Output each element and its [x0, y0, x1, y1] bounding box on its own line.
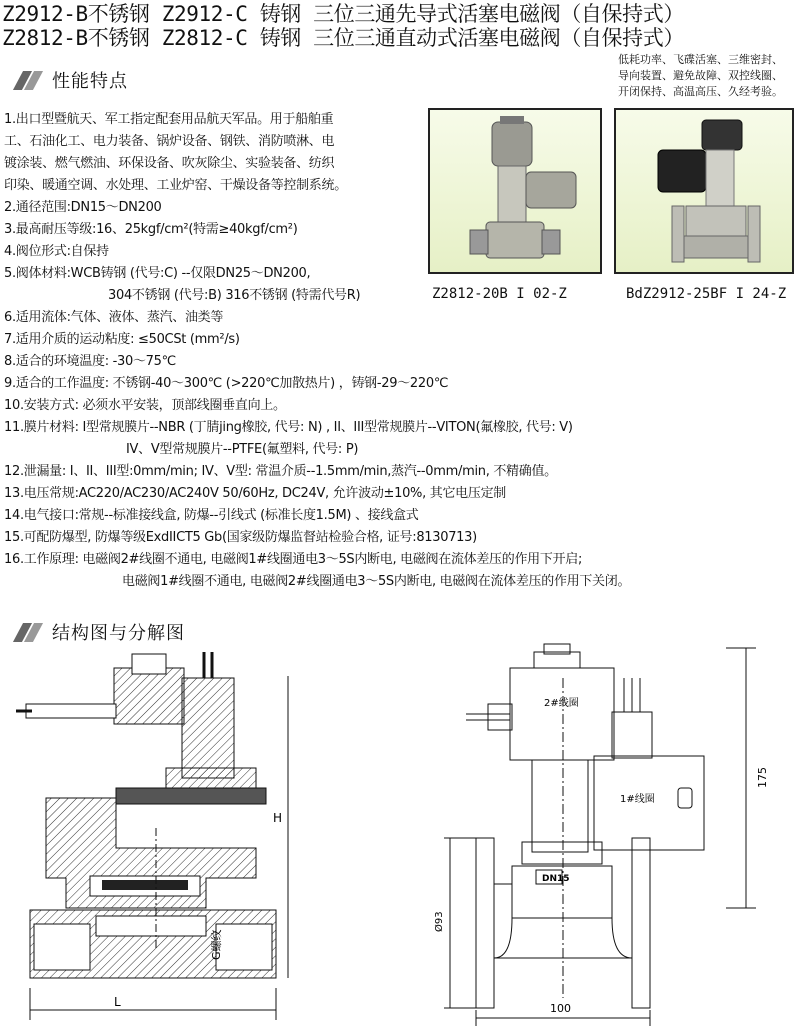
spec-line: 电磁阀1#线圈不通电, 电磁阀2#线圈通电3～5S内断电, 电磁阀在流体差压的作用下关闭。	[122, 574, 631, 589]
section-stripes-icon	[14, 69, 40, 91]
spec-line: 16.工作原理: 电磁阀2#线圈不通电, 电磁阀1#线圈通电3～5S内断电, 电磁阀在流体差压的作用下开启;	[4, 552, 583, 567]
spec-line: 11.膜片材料: I型常规膜片--NBR (丁腈jing橡胶, 代号: N) , II、III型常规膜片--VITON(氟橡胶, 代号: V)	[4, 420, 573, 435]
spec-line: 13.电压常规:AC220/AC230/AC240V 50/60Hz, DC24V, 允许波动±10%, 其它电压定制	[4, 486, 506, 501]
cross-section-drawing	[6, 648, 306, 1026]
spec-line: 印染、暖通空调、水处理、工业炉窑、干燥设备等控制系统。	[4, 178, 347, 193]
spec-line: 8.适合的环境温度: -30～75℃	[4, 354, 176, 369]
spec-line: 12.泄漏量: I、II、III型:0mm/min; IV、V型: 常温介质--1.5mm/min,蒸汽--0mm/min, 不精确值。	[4, 464, 557, 479]
spec-line: 15.可配防爆型, 防爆等级ExdIICT5 Gb(国家级防爆监督站检验合格, 证号:8130713)	[4, 530, 477, 545]
spec-line: 镀涂装、燃气燃油、环保设备、吹灰除尘、实验装备、纺织	[4, 156, 335, 171]
product-caption-1: Z2812-20B I 02-Z	[432, 286, 567, 302]
product-photo-2	[614, 108, 794, 274]
spec-line: 工、石油化工、电力装备、锅炉设备、钢铁、消防喷淋、电	[4, 134, 335, 149]
section-performance-title: 性能特点	[52, 71, 128, 92]
feature-line-3: 开闭保持、高温高压、久经考验。	[618, 85, 783, 98]
spec-line: 1.出口型暨航天、军工指定配套用品航天军品。用于船舶重	[4, 112, 334, 127]
spec-line: 7.适用介质的运动粘度: ≤50CSt (mm²/s)	[4, 332, 240, 347]
section-structure-title: 结构图与分解图	[52, 623, 185, 644]
spec-line: 5.阀体材料:WCB铸钢 (代号:C) --仅限DN25～DN200,	[4, 266, 311, 281]
spec-line: 4.阀位形式:自保持	[4, 244, 109, 259]
product-photo-1	[428, 108, 602, 274]
section-structure-header	[14, 620, 185, 644]
diameter-label: Ø93	[434, 911, 445, 932]
feature-line-1: 低耗功率、飞碟活塞、三维密封、	[618, 53, 783, 66]
section-performance-header	[14, 68, 128, 92]
thread-label: G螺纹	[210, 929, 223, 960]
coil-1-label: 1#线圈	[620, 794, 655, 805]
title-line-1: Z2912-B不锈钢 Z2912-C 铸钢 三位三通先导式活塞电磁阀（自保持式）	[2, 2, 684, 26]
spec-line: 9.适合的工作温度: 不锈钢-40～300℃ (>220℃加散热片) ，铸钢-29～220℃	[4, 376, 449, 391]
spec-line: IV、V型常规膜片--PTFE(氟塑料, 代号: P)	[126, 442, 359, 457]
section-stripes-icon	[14, 621, 40, 643]
dn-label: DN15	[542, 874, 570, 884]
spec-line: 14.电气接口:常规--标准接线盒, 防爆--引线式 (标准长度1.5M) 、接线盒式	[4, 508, 419, 523]
spec-line: 2.通径范围:DN15～DN200	[4, 200, 162, 215]
spec-line: 304不锈钢 (代号:B) 316不锈钢 (特需代号R)	[108, 288, 361, 303]
spec-line: 3.最高耐压等级:16、25kgf/cm²(特需≥40kgf/cm²)	[4, 222, 298, 237]
feature-line-2: 导向装置、避免故障、双控线圈、	[618, 69, 783, 82]
product-caption-2: BdZ2912-25BF I 24-Z	[626, 286, 787, 302]
spec-line: 10.安装方式: 必须水平安装，顶部线圈垂直向上。	[4, 398, 286, 413]
coil-2-label: 2#线圈	[544, 698, 579, 709]
valve-photo-1-illustration	[430, 110, 600, 272]
height-dim-label: 175	[756, 767, 769, 788]
dim-h-label: H	[272, 811, 282, 825]
outline-drawing	[426, 638, 798, 1028]
dim-l-label: L	[114, 995, 121, 1009]
spec-line: 6.适用流体:气体、液体、蒸汽、油类等	[4, 310, 224, 325]
width-dim-label: 100	[550, 1002, 571, 1015]
title-line-2: Z2812-B不锈钢 Z2812-C 铸钢 三位三通直动式活塞电磁阀（自保持式）	[2, 26, 684, 50]
valve-photo-2-illustration	[616, 110, 792, 272]
